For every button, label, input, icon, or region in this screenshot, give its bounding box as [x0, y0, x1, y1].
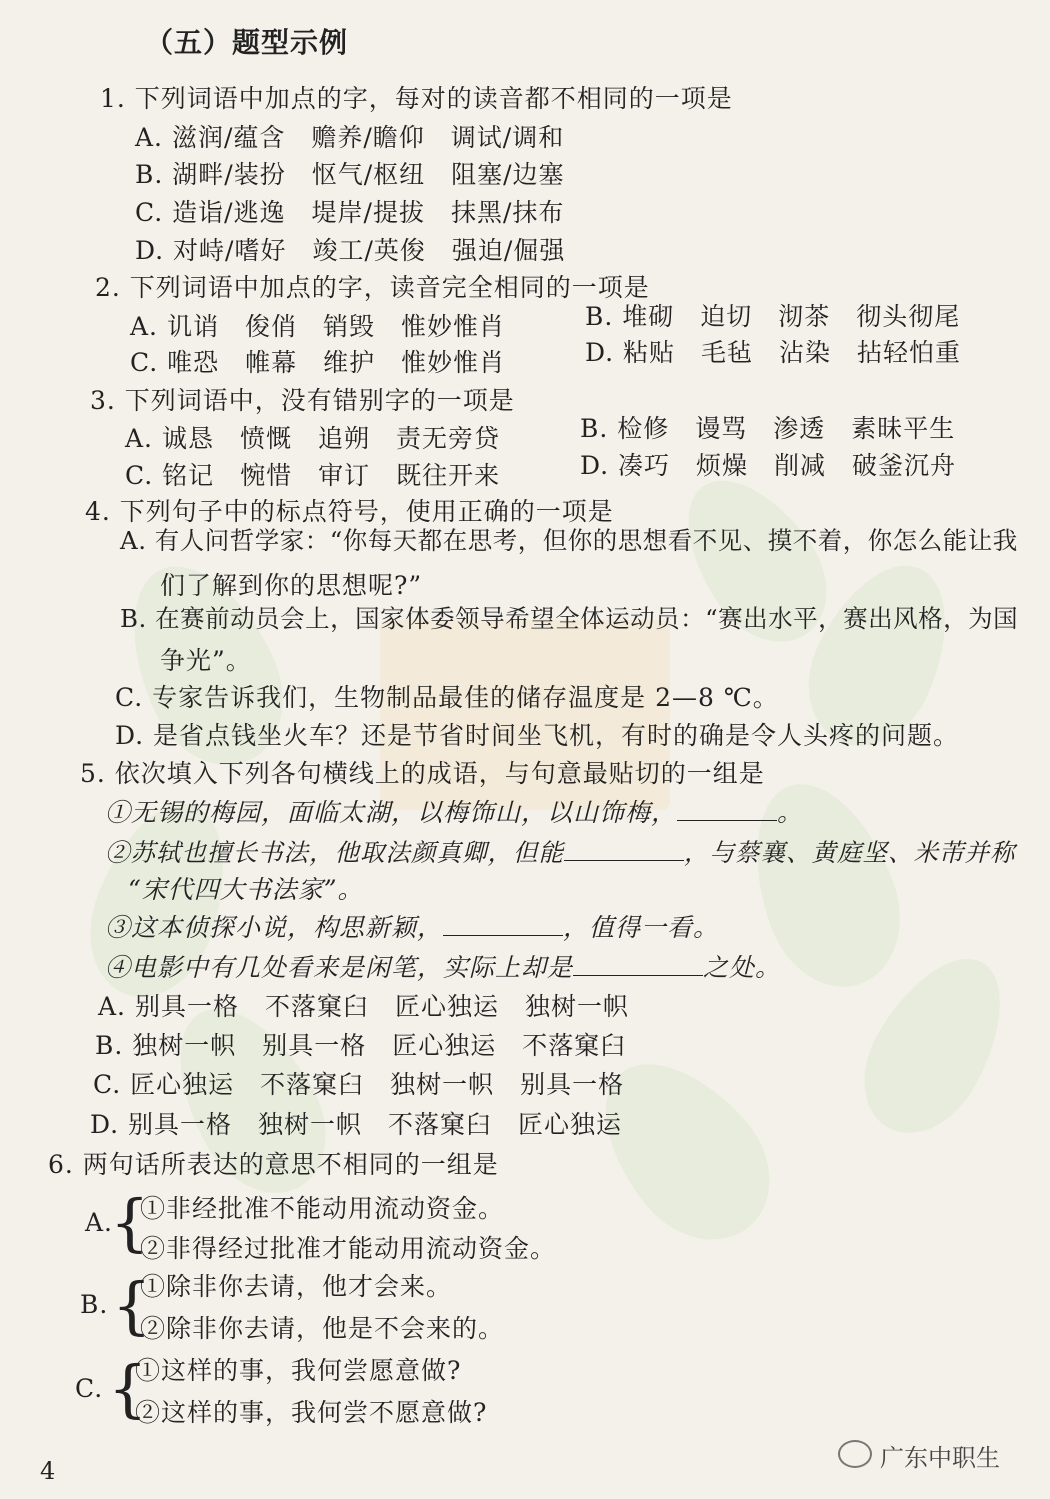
question-5-stem: 5. 依次填入下列各句横线上的成语，与句意最贴切的一组是 — [80, 759, 765, 788]
question-5-sentence-3 — [105, 913, 719, 943]
question-6-option-c-sentence-1: ①这样的事，我何尝愿意做? — [135, 1356, 462, 1385]
question-4-stem: 4. 下列句子中的标点符号，使用正确的一项是 — [85, 497, 614, 526]
sentence-1-text: ①无锡的梅园，面临太湖，以梅饰山，以山饰梅， — [105, 798, 678, 827]
brace-icon: { — [112, 1269, 152, 1342]
question-6-option-a-sentence-1: ①非经批准不能动用流动资金。 — [140, 1194, 505, 1223]
question-4-option-a-line2: 们了解到你的思想呢?” — [160, 571, 423, 600]
question-4-option-b-line2: 争光”。 — [160, 646, 252, 675]
sentence-3-text: ③这本侦探小说，构思新颖， — [105, 913, 444, 942]
question-3-option-a: A. 诚恳 愤慨 追朔 责无旁贷 — [125, 424, 500, 453]
question-2-option-c: C. 唯恐 帷幕 维护 惟妙惟肖 — [130, 348, 506, 377]
question-5-option-d: D. 别具一格 独树一帜 不落窠臼 匠心独运 — [90, 1110, 623, 1139]
sentence-2-text-end: ，与蔡襄、黄庭坚、米芾并称 — [684, 838, 1016, 867]
question-1-stem: 1. 下列词语中加点的字，每对的读音都不相同的一项是 — [100, 84, 733, 113]
section-heading: （五）题型示例 — [145, 26, 349, 59]
question-4-option-c: C. 专家告诉我们，生物制品最佳的储存温度是 2—8 ℃。 — [115, 683, 779, 712]
answer-blank — [677, 798, 777, 821]
question-5-option-a: A. 别具一格 不落窠臼 匠心独运 独树一帜 — [98, 992, 629, 1021]
answer-blank — [443, 913, 563, 936]
question-4-option-a-line1: A. 有人问哲学家：“你每天都在思考，但你的思想看不见、摸不着，你怎么能让我 — [120, 526, 1018, 555]
sentence-1-end: 。 — [777, 798, 804, 827]
question-3-stem: 3. 下列词语中，没有错别字的一项是 — [90, 386, 515, 415]
background-leaf — [571, 1032, 799, 1269]
question-4-option-d: D. 是省点钱坐火车？还是节省时间坐飞机，有时的确是令人头疼的问题。 — [115, 721, 960, 750]
question-1-option-b: B. 湖畔/装扮 怄气/枢纽 阻塞/边塞 — [135, 160, 565, 189]
sentence-3-end: ，值得一看。 — [563, 913, 720, 942]
brace-icon: { — [108, 1352, 148, 1425]
question-5-sentence-4 — [105, 953, 781, 983]
question-2-stem: 2. 下列词语中加点的字，读音完全相同的一项是 — [95, 273, 650, 302]
sentence-2-text: ②苏轼也擅长书法，他取法颜真卿，但能 — [105, 838, 564, 867]
question-6-stem: 6. 两句话所表达的意思不相同的一组是 — [48, 1150, 499, 1179]
question-6-option-c-sentence-2: ②这样的事，我何尝不愿意做? — [135, 1398, 488, 1427]
sentence-4-end: 之处。 — [703, 953, 782, 982]
page-number: 4 — [40, 1457, 56, 1485]
question-6-option-b-sentence-2: ②除非你去请，他是不会来的。 — [140, 1314, 505, 1343]
question-1-option-d: D. 对峙/嗜好 竣工/英俊 强迫/倔强 — [135, 236, 566, 265]
question-6-option-c-label: C. — [75, 1374, 104, 1403]
answer-blank — [573, 953, 703, 976]
question-6-option-b-sentence-1: ①除非你去请，他才会来。 — [140, 1272, 453, 1301]
question-1-option-a: A. 滋润/蕴含 赡养/瞻仰 调试/调和 — [135, 123, 565, 152]
question-4-option-b-line1: B. 在赛前动员会上，国家体委领导希望全体运动员：“赛出水平，赛出风格，为国 — [120, 604, 1019, 633]
question-6-option-a-label: A. — [85, 1208, 114, 1237]
question-3-option-d: D. 凑巧 烦燥 削减 破釜沉舟 — [580, 451, 957, 480]
question-2-option-a: A. 讥诮 俊俏 销毁 惟妙惟肖 — [130, 312, 505, 341]
question-5-sentence-1 — [105, 798, 803, 828]
answer-blank — [564, 838, 684, 861]
question-6-option-b-label: B. — [80, 1290, 109, 1319]
watermark-account-name: 广东中职生 — [880, 1444, 1000, 1472]
question-3-option-b: B. 检修 谩骂 渗透 素昧平生 — [580, 414, 956, 443]
question-5-option-b: B. 独树一帜 别具一格 匠心独运 不落窠臼 — [95, 1031, 627, 1060]
question-5-sentence-2-line2: “宋代四大书法家”。 — [128, 875, 364, 904]
question-5-sentence-2 — [105, 838, 1016, 868]
brace-icon: { — [110, 1186, 150, 1259]
question-5-option-c: C. 匠心独运 不落窠臼 独树一帜 别具一格 — [93, 1070, 625, 1099]
sentence-4-text: ④电影中有几处看来是闲笔，实际上却是 — [105, 953, 574, 982]
question-3-option-c: C. 铭记 惋惜 审订 既往开来 — [125, 461, 501, 490]
question-2-option-d: D. 粘贴 毛毡 沾染 拈轻怕重 — [585, 338, 962, 367]
question-6-option-a-sentence-2: ②非得经过批准才能动用流动资金。 — [140, 1234, 557, 1263]
question-1-option-c: C. 造诣/逃逸 堤岸/提拔 抹黑/抹布 — [135, 198, 565, 227]
question-2-option-b: B. 堆砌 迫切 沏茶 彻头彻尾 — [585, 302, 961, 331]
wechat-icon — [838, 1440, 872, 1468]
